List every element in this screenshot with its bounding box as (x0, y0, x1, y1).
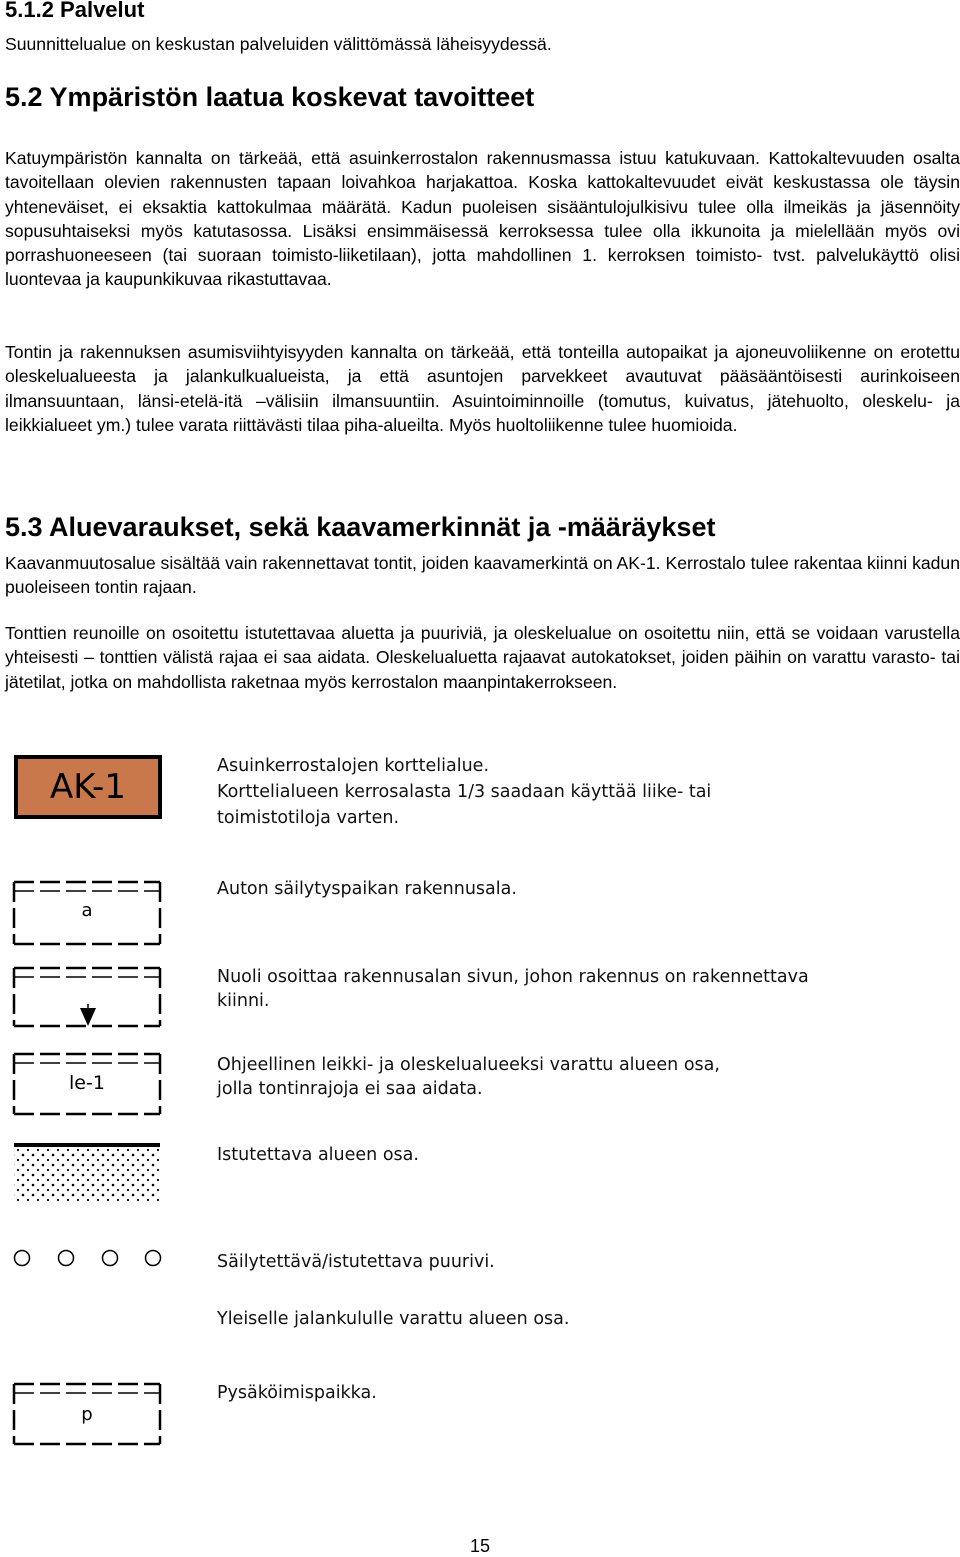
legend-parking-area: Auton säilytyspaikan rakennusala. (217, 879, 517, 899)
legend-tree-row: Säilytettävä/istutettava puurivi. (217, 1252, 495, 1272)
legend-ak-line-2: Korttelialueen kerrosalasta 1/3 saadaan käyttää liike- tai (217, 782, 712, 802)
legend-planting-area: Istutettava alueen osa. (217, 1145, 419, 1165)
legend-ak-line-3: toimistotiloja varten. (217, 808, 400, 828)
parking-place-label: p (81, 1404, 93, 1425)
legend-arrow-line-2: kiinni. (217, 991, 270, 1011)
legend-pedestrian-area: Yleiselle jalankululle varattu alueen osa. (217, 1309, 570, 1329)
building-side-arrow-symbol (10, 964, 164, 1030)
section-5-2-paragraph-2: Tontin ja rakennuksen asumisviihtyisyyden kannalta on tärkeää, että tonteilla autopaikat ja ajoneuvoliikenne on erotettu oleskelualueesta ja jalankulkualueista, ja että asuntojen parvekkeet avautuvat pääsääntöisesti aurinkoiseen ilmansuuntaan, länsi-etelä-itä –välisiin ilmansuuntiin. Asuintoiminnoille (tomutus, kuivatus, jätehuolto, oleskelu- ja leikkialueet ym.) tulee varata riittävästi tilaa piha-alueilta. Myös huoltoliikenne tulee huomioida. (5, 342, 960, 435)
legend-parking-place: Pysäköimispaikka. (217, 1383, 377, 1403)
section-5-3-paragraph-1: Kaavanmuutosalue sisältää vain rakennettavat tontit, joiden kaavamerkintä on AK-1. Kerrostalo tulee rakentaa kiinni kadun puoleiseen tontin rajaan. (5, 553, 960, 598)
section-heading-5-3: 5.3 Aluevaraukset, sekä kaavamerkinnät ja -määräykset (5, 512, 716, 542)
parking-area-label: a (81, 900, 93, 921)
play-area-label: le-1 (69, 1072, 105, 1094)
ak-1-symbol (14, 755, 162, 819)
section-5-2-paragraph-1: Katuympäristön kannalta on tärkeää, että asuinkerrostalon rakennusmassa istuu katukuvaan. Kattokaltevuuden osalta tavoitellaan olevien rakennusten tapaan loivahkoa harjakattoa. Koska kattokaltevuudet eivät keskustassa ole täysin yhteneväiset, ei eksaktia kattokulmaa määrätä. Kadun puoleisen sisääntulojulkisivu tulee olla ilmeikäs ja jäsennöity sopusuhtaiseksi myös katutasossa. Lisäksi ensimmäisessä kerroksessa tulee olla ikkunoita ja mielellään myös ovi porrashuoneeseen (tai suoraan toimisto-liiketilaan), jotta mahdollinen 1. kerroksen toimisto- tvst. palvelukäyttö olisi luontevaa ja kaupunkikuvaa rikastuttavaa. (5, 148, 960, 290)
section-heading-5-1-2: 5.1.2 Palvelut (5, 0, 145, 22)
section-5-1-2-text: Suunnittelualue on keskustan palveluiden välittömässä läheisyydessä. (5, 34, 552, 54)
tree-row-symbol (10, 1246, 170, 1270)
legend-play-area-line-2: jolla tontinrajoja ei saa aidata. (217, 1079, 483, 1099)
ak-1-label: AK-1 (50, 767, 126, 807)
legend-ak-line-1: Asuinkerrostalojen korttelialue. (217, 756, 490, 776)
page-number: 15 (469, 1536, 491, 1556)
planting-area-symbol (10, 1142, 164, 1206)
legend-arrow-line-1: Nuoli osoittaa rakennusalan sivun, johon rakennus on rakennettava (217, 967, 809, 987)
legend-play-area-line-1: Ohjeellinen leikki- ja oleskelualueeksi varattu alueen osa, (217, 1055, 720, 1075)
section-5-3-paragraph-2: Tonttien reunoille on osoitettu istutettavaa aluetta ja puuriviä, ja oleskelualue on osoitettu niin, että se voidaan varustella yhteisesti – tonttien välistä rajaa ei saa aidata. Oleskelualuetta rajaavat autokatokset, joiden päihin on varattu varasto- tai jätetilat, jotka on mahdollista raketnaa myös kerrostalon maanpintakerrokseen. (5, 623, 960, 692)
section-heading-5-2: 5.2 Ympäristön laatua koskevat tavoitteet (5, 82, 535, 112)
